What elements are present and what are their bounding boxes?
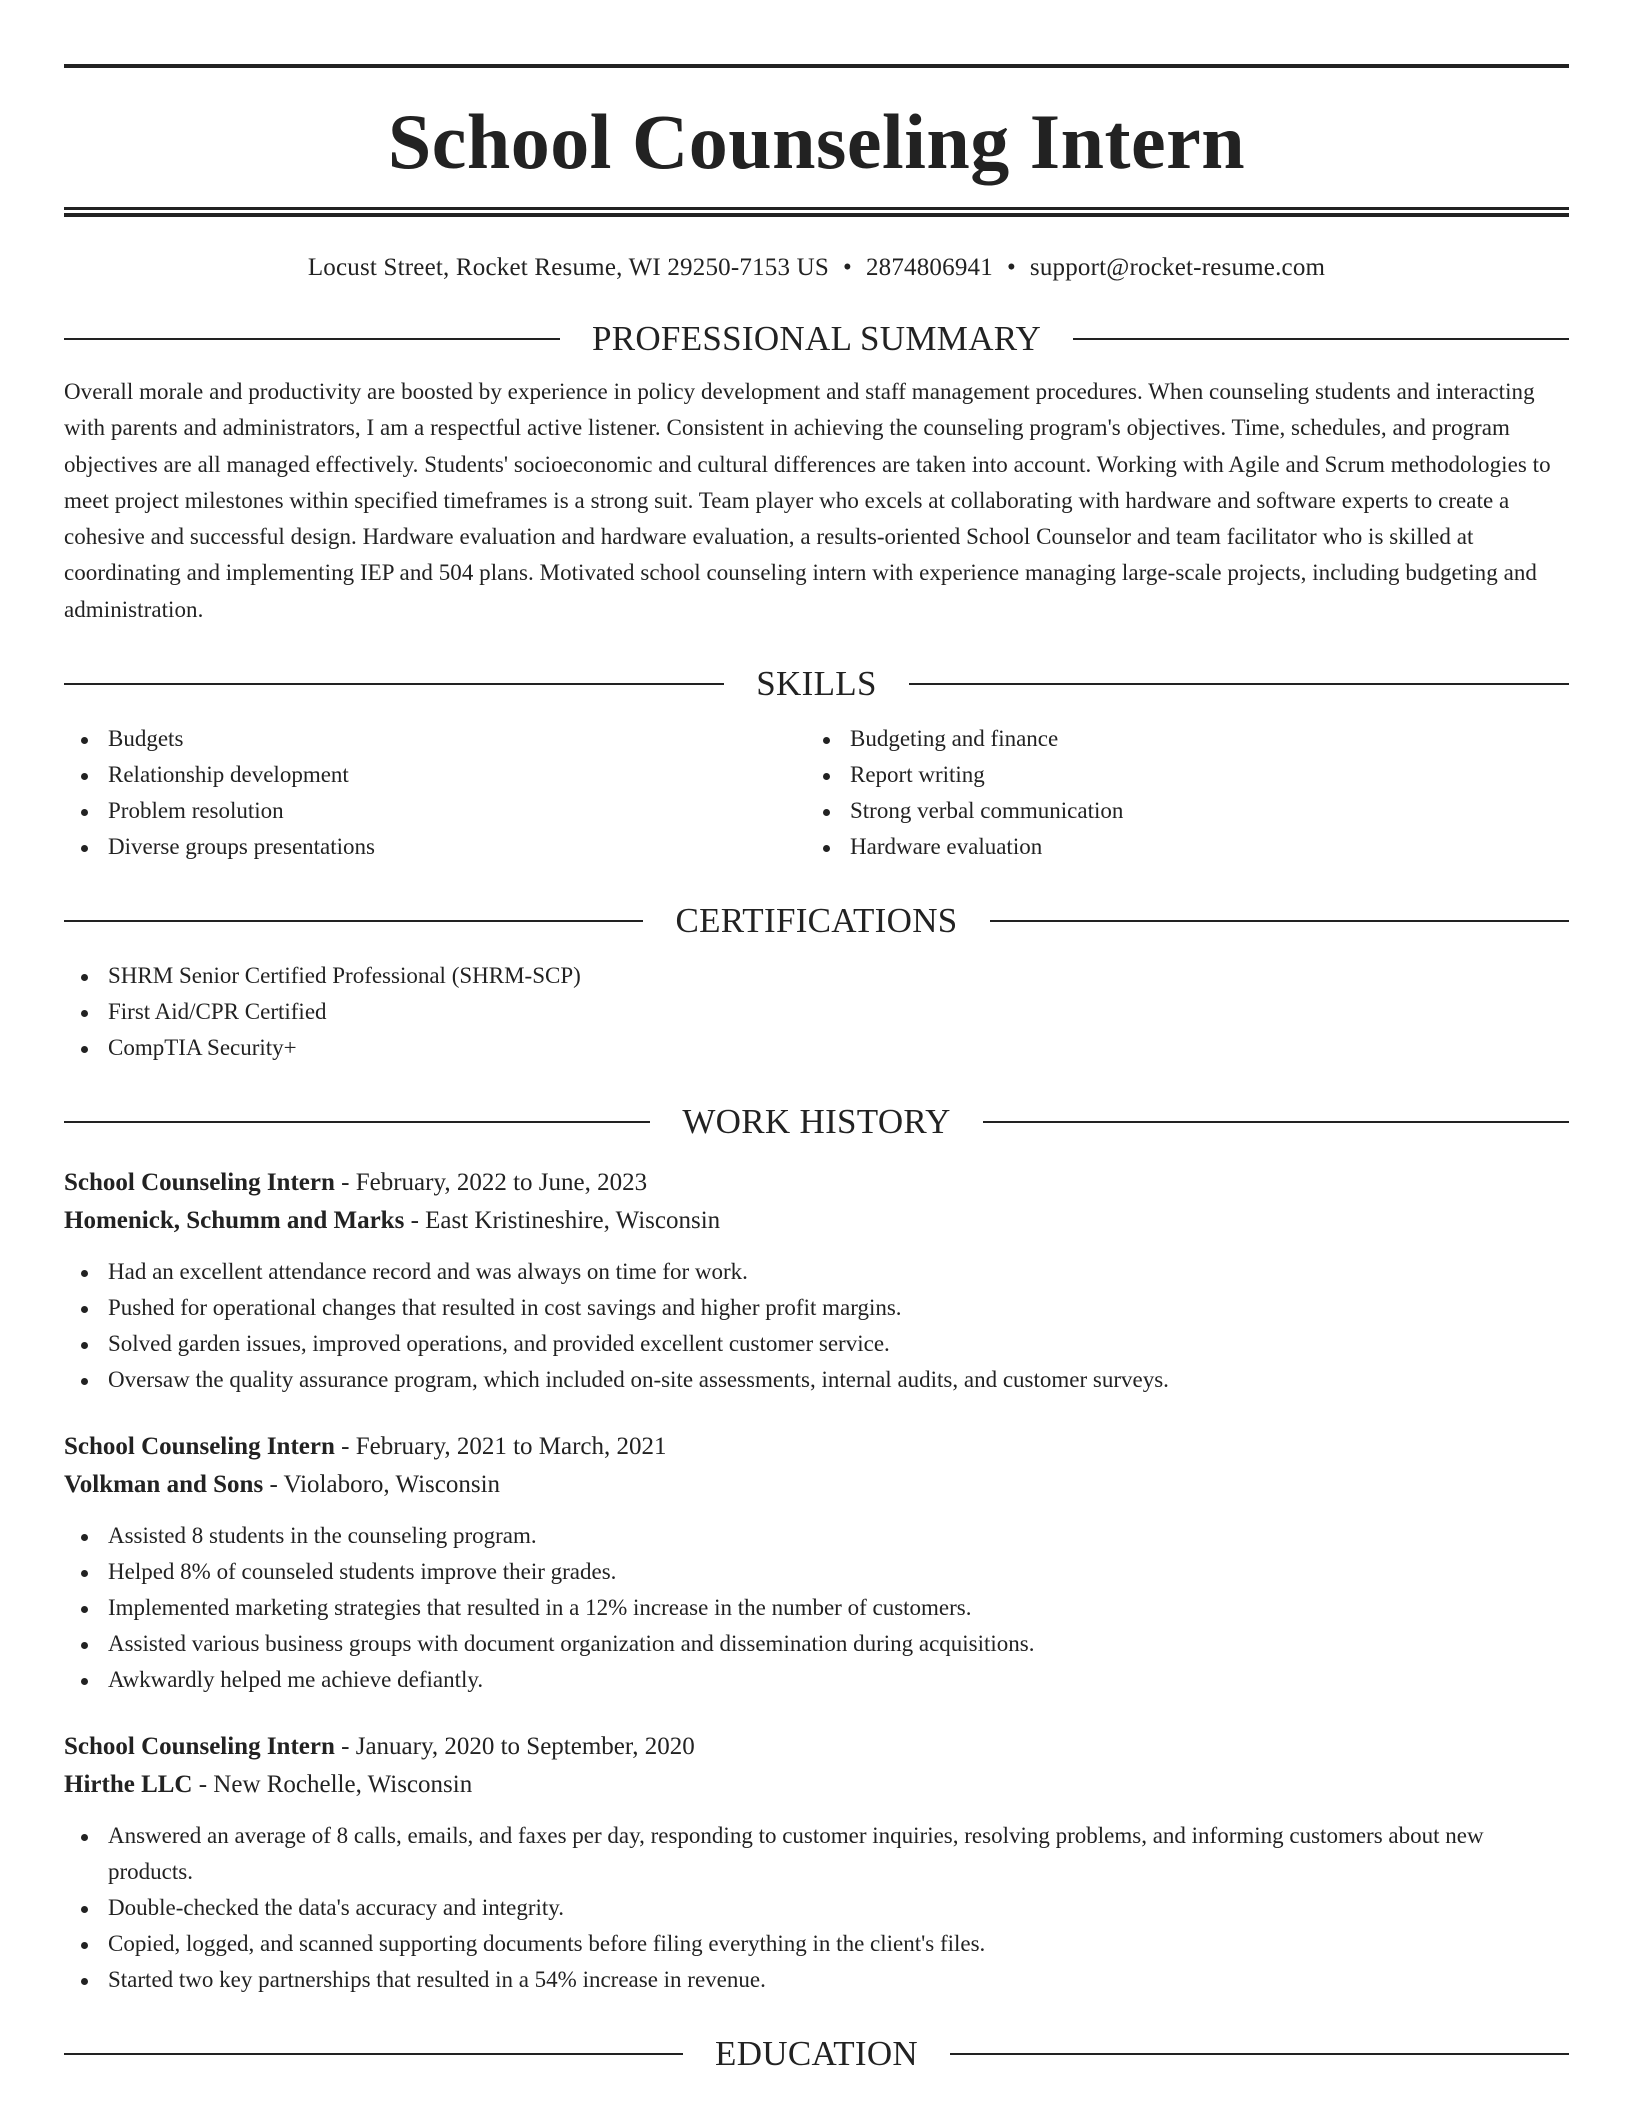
certification-item: CompTIA Security+	[64, 1030, 1569, 1066]
heading-rule-right	[1073, 338, 1569, 340]
job-company-line	[64, 1766, 1569, 1804]
skills-heading	[64, 662, 1569, 706]
job-title: School Counseling Intern	[64, 1169, 335, 1197]
double-rule	[64, 207, 1569, 217]
job-dates: - February, 2022 to June, 2023	[334, 1169, 648, 1197]
skill-item: Relationship development	[64, 757, 806, 793]
heading-rule-right	[950, 2053, 1569, 2055]
certifications-heading	[64, 899, 1569, 943]
contact-separator: •	[842, 254, 852, 281]
job-bullet: Copied, logged, and scanned supporting documents before filing everything in the client's files.	[64, 1926, 1569, 1962]
heading-rule-left	[64, 2053, 683, 2055]
certifications-list	[64, 958, 1569, 1066]
job-company: Hirthe LLC	[64, 1771, 193, 1799]
skill-item: Budgets	[64, 721, 806, 757]
address: Locust Street, Rocket Resume, WI 29250-7153 US	[307, 254, 829, 281]
heading-rule-right	[983, 1121, 1569, 1123]
skill-item: Diverse groups presentations	[64, 829, 806, 865]
section-title: CERTIFICATIONS	[675, 901, 958, 941]
heading-rule-right	[909, 683, 1569, 685]
job-title-line	[64, 1164, 1569, 1202]
job-company-line	[64, 1466, 1569, 1504]
job-bullet: Oversaw the quality assurance program, which included on-site assessments, internal audits, and customer surveys.	[64, 1362, 1569, 1398]
skill-item: Problem resolution	[64, 793, 806, 829]
skills-column-left	[64, 721, 806, 865]
job-dates: - January, 2020 to September, 2020	[334, 1733, 695, 1761]
job-bullets	[64, 1518, 1569, 1698]
job-dates: - February, 2021 to March, 2021	[334, 1433, 667, 1461]
job-bullet: Started two key partnerships that resulted in a 54% increase in revenue.	[64, 1962, 1569, 1998]
job-bullet: Answered an average of 8 calls, emails, and faxes per day, responding to customer inquiries, resolving problems, and informing customers about new products.	[64, 1818, 1569, 1890]
heading-rule-left	[64, 920, 643, 922]
certification-item: First Aid/CPR Certified	[64, 994, 1569, 1030]
heading-rule-right	[990, 920, 1569, 922]
email: support@rocket-resume.com	[1029, 254, 1326, 281]
job-bullet: Implemented marketing strategies that resulted in a 12% increase in the number of customers.	[64, 1590, 1569, 1626]
job-title-line	[64, 1728, 1569, 1766]
job-location: - Violaboro, Wisconsin	[263, 1471, 501, 1499]
top-rule	[64, 64, 1569, 68]
certification-item: SHRM Senior Certified Professional (SHRM-SCP)	[64, 958, 1569, 994]
skill-item: Strong verbal communication	[806, 793, 1566, 829]
job-company: Volkman and Sons	[64, 1471, 264, 1499]
heading-rule-left	[64, 1121, 650, 1123]
job-company-line	[64, 1202, 1569, 1240]
job-bullet: Assisted various business groups with document organization and dissemination during acquisitions.	[64, 1626, 1569, 1662]
summary-text: Overall morale and productivity are boosted by experience in policy development and staff management procedures. When counseling students and interacting with parents and administrators, I am a respectful active listener. Consistent in achieving the counseling program's objectives. Time, schedules, and program objectives are all managed effectively. Students' socioeconomic and cultural differences are taken into account. Working with Agile and Scrum methodologies to meet project milestones within specified timeframes is a strong suit. Team player who excels at collaborating with hardware and software experts to create a cohesive and successful design. Hardware evaluation and hardware evaluation, a results-oriented School Counselor and team facilitator who is skilled at coordinating and implementing IEP and 504 plans. Motivated school counseling intern with experience managing large-scale projects, including budgeting and administration.	[64, 379, 1551, 622]
section-title: EDUCATION	[715, 2034, 918, 2074]
section-title: SKILLS	[756, 664, 877, 704]
skill-item: Hardware evaluation	[806, 829, 1566, 865]
job-bullets	[64, 1818, 1569, 1998]
contact-separator: •	[1006, 254, 1016, 281]
section-title: WORK HISTORY	[682, 1102, 951, 1142]
job-bullet: Helped 8% of counseled students improve their grades.	[64, 1554, 1569, 1590]
skill-item: Budgeting and finance	[806, 721, 1566, 757]
skills-column-right	[806, 721, 1566, 865]
job-location: - New Rochelle, Wisconsin	[192, 1771, 473, 1799]
skill-item: Report writing	[806, 757, 1566, 793]
job-bullet: Assisted 8 students in the counseling program.	[64, 1518, 1569, 1554]
contact-line	[64, 253, 1569, 283]
job-entry	[64, 1164, 1569, 1398]
section-title: PROFESSIONAL SUMMARY	[591, 319, 1042, 358]
job-bullet: Had an excellent attendance record and was always on time for work.	[64, 1254, 1569, 1290]
job-entry	[64, 1728, 1569, 1998]
education-heading	[64, 2032, 1569, 2076]
job-bullet: Solved garden issues, improved operations, and provided excellent customer service.	[64, 1326, 1569, 1362]
job-location: - East Kristineshire, Wisconsin	[404, 1207, 721, 1235]
heading-rule-left	[64, 338, 560, 340]
job-bullet: Pushed for operational changes that resulted in cost savings and higher profit margins.	[64, 1290, 1569, 1326]
job-bullet: Awkwardly helped me achieve defiantly.	[64, 1662, 1569, 1698]
job-title: School Counseling Intern	[64, 1733, 335, 1761]
job-bullets	[64, 1254, 1569, 1398]
heading-rule-left	[64, 683, 724, 685]
skills-list	[64, 721, 1569, 865]
job-entry	[64, 1428, 1569, 1698]
job-company: Homenick, Schumm and Marks	[64, 1207, 405, 1235]
resume-name: School Counseling Intern	[387, 98, 1246, 185]
summary-heading	[64, 317, 1569, 361]
job-bullet: Double-checked the data's accuracy and integrity.	[64, 1890, 1569, 1926]
work-history-heading	[64, 1100, 1569, 1144]
job-title: School Counseling Intern	[64, 1433, 335, 1461]
job-title-line	[64, 1428, 1569, 1466]
phone: 2874806941	[865, 254, 993, 281]
